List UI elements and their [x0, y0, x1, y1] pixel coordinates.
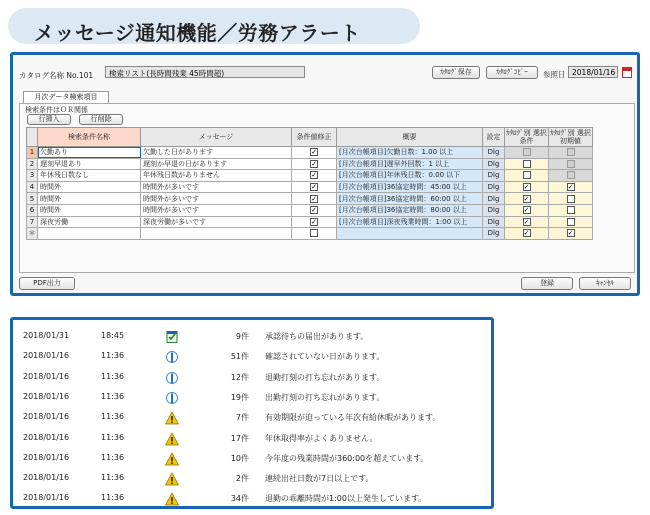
header-condition-name: 検索条件名称: [38, 128, 141, 147]
value-modify-checkbox[interactable]: ✓: [311, 183, 317, 192]
page-title-banner: [8, 8, 420, 44]
alert-row[interactable]: [13, 488, 491, 509]
alert-count: 10件: [230, 453, 249, 463]
catalog-label: カタログ名称 No.101: [19, 71, 94, 80]
catalog-condition-checkbox[interactable]: [523, 160, 531, 168]
alert-count: 7件: [235, 413, 249, 423]
catalog-condition-checkbox[interactable]: ✓: [523, 183, 530, 192]
alert-count: 2件: [235, 474, 249, 484]
row-number: 2: [27, 158, 38, 170]
table-row[interactable]: [27, 228, 593, 240]
catalog-condition-cell[interactable]: [505, 204, 549, 216]
ref-date-field[interactable]: 2018/01/16: [568, 66, 618, 78]
search-catalog-window: [10, 52, 640, 296]
alert-count: 12件: [230, 372, 249, 382]
alert-message: 連続出社日数が7日以上です。: [265, 474, 374, 484]
alert-row[interactable]: [13, 428, 491, 449]
value-modify-cell[interactable]: [292, 158, 337, 170]
value-modify-checkbox[interactable]: ✓: [311, 159, 317, 168]
catalog-condition-cell[interactable]: [505, 181, 549, 193]
table-row[interactable]: [27, 204, 593, 216]
alert-time: 11:36: [101, 452, 125, 462]
value-modify-cell[interactable]: [292, 216, 337, 228]
alert-date: 2018/01/16: [23, 452, 70, 462]
value-modify-checkbox[interactable]: ✓: [311, 194, 317, 203]
alert-time: 11:36: [101, 391, 125, 401]
catalog-initial-cell[interactable]: [549, 228, 593, 240]
alert-message: 退勤打刻の打ち忘れがあります。: [265, 372, 385, 382]
dialog-button[interactable]: Dlg: [483, 228, 505, 240]
overview-cell[interactable]: [月次台帳項目]36協定時間：60:00 以上: [337, 193, 483, 205]
info-icon: [165, 370, 179, 384]
catalog-condition-cell[interactable]: [505, 216, 549, 228]
catalog-condition-cell[interactable]: [505, 170, 549, 182]
dialog-button[interactable]: Dlg: [483, 216, 505, 228]
catalog-initial-cell[interactable]: [549, 216, 593, 228]
catalog-initial-cell[interactable]: [549, 193, 593, 205]
alert-date: 2018/01/16: [23, 493, 70, 503]
alert-row[interactable]: [13, 387, 491, 408]
dialog-button[interactable]: Dlg: [483, 181, 505, 193]
catalog-initial-cell[interactable]: [549, 170, 593, 182]
header-catalog-initial: ｶﾀﾛｸﾞ別 選択初期値: [550, 129, 591, 145]
catalog-initial-checkbox: [567, 148, 575, 156]
condition-name-cell[interactable]: 時間外: [38, 204, 141, 216]
catalog-condition-cell[interactable]: [505, 158, 549, 170]
value-modify-cell[interactable]: [292, 228, 337, 240]
value-modify-cell[interactable]: [292, 193, 337, 205]
catalog-condition-checkbox[interactable]: ✓: [523, 206, 530, 215]
alert-row[interactable]: [13, 326, 491, 347]
alert-count: 19件: [230, 392, 249, 402]
alert-time: 11:36: [101, 371, 125, 381]
catalog-condition-checkbox[interactable]: ✓: [523, 217, 530, 226]
value-modify-checkbox[interactable]: ✓: [311, 148, 317, 157]
alert-count: 17件: [230, 433, 249, 443]
header-overview: 概要: [337, 128, 483, 147]
register-button[interactable]: 登録: [521, 277, 573, 290]
row-number: 4: [27, 181, 38, 193]
alert-count: 51件: [230, 352, 249, 362]
value-modify-cell[interactable]: [292, 181, 337, 193]
alert-date: 2018/01/16: [23, 432, 70, 442]
header-message: メッセージ: [141, 128, 292, 147]
value-modify-checkbox[interactable]: [310, 229, 318, 237]
overview-cell[interactable]: [月次台帳項目]36協定時間：80:00 以上: [337, 204, 483, 216]
approval-icon: [165, 329, 179, 343]
alert-count: 34件: [230, 494, 249, 504]
catalog-save-button[interactable]: ｶﾀﾛｸﾞ保存: [432, 66, 480, 79]
condition-name-cell[interactable]: 時間外: [38, 181, 141, 193]
overview-cell[interactable]: [月次台帳項目]深夜残業時間：1:00 以上: [337, 216, 483, 228]
alert-row[interactable]: [13, 448, 491, 469]
warning-icon: [165, 451, 179, 465]
value-modify-checkbox[interactable]: ✓: [311, 217, 317, 226]
dialog-button[interactable]: Dlg: [483, 158, 505, 170]
alert-message: 今年度の残業時間が360:00を超えています。: [265, 453, 429, 463]
value-modify-cell[interactable]: [292, 170, 337, 182]
alert-message: 退勤の乖離時間が1:00以上発生しています。: [265, 494, 427, 504]
table-row[interactable]: [27, 181, 593, 193]
row-number: ＊: [28, 229, 36, 238]
alert-message: 有効期限が迫っている年次有給休暇があります。: [265, 413, 441, 423]
row-number: 7: [27, 216, 38, 228]
value-modify-checkbox[interactable]: ✓: [311, 206, 317, 215]
alert-list-window: [10, 317, 494, 509]
dialog-button[interactable]: Dlg: [483, 204, 505, 216]
warning-icon: [165, 431, 179, 445]
table-row[interactable]: [27, 216, 593, 228]
catalog-initial-checkbox[interactable]: ✓: [567, 183, 574, 192]
catalog-initial-checkbox[interactable]: [567, 206, 575, 214]
header-catalog-condition: ｶﾀﾛｸﾞ別 選択条件: [506, 129, 547, 145]
warning-icon: [165, 491, 179, 505]
alert-date: 2018/01/31: [23, 331, 70, 340]
alert-message: 確認されていない日があります。: [265, 352, 385, 362]
table-row[interactable]: [27, 147, 593, 159]
page-title: メッセージ通知機能／労務アラート: [34, 21, 361, 45]
catalog-condition-checkbox[interactable]: ✓: [523, 194, 530, 203]
alert-date: 2018/01/16: [23, 412, 70, 422]
tab-monthly-search-items[interactable]: 月次データ検索項目: [23, 91, 109, 103]
header-setting: 設定: [483, 128, 505, 147]
catalog-condition-checkbox[interactable]: ✓: [523, 229, 530, 238]
message-cell[interactable]: 時間外が多いです: [141, 204, 292, 216]
pdf-output-button[interactable]: PDF出力: [19, 277, 75, 290]
condition-name-cell[interactable]: 欠勤あり: [38, 147, 141, 159]
cancel-button[interactable]: ｷｬﾝｾﾙ: [579, 277, 631, 290]
dialog-button[interactable]: Dlg: [483, 170, 505, 182]
catalog-condition-cell[interactable]: [505, 228, 549, 240]
message-cell[interactable]: 遅刻か早退の日があります: [141, 158, 292, 170]
catalog-copy-button[interactable]: ｶﾀﾛｸﾞｺﾋﾟｰ: [486, 66, 538, 79]
catalog-initial-cell[interactable]: [549, 204, 593, 216]
catalog-initial-cell[interactable]: [549, 181, 593, 193]
table-row[interactable]: [27, 193, 593, 205]
catalog-initial-checkbox: [567, 171, 575, 179]
alert-time: 11:36: [101, 493, 125, 503]
overview-cell[interactable]: [月次台帳項目]36協定時間：45:00 以上: [337, 181, 483, 193]
alert-row[interactable]: [13, 346, 491, 367]
catalog-condition-cell[interactable]: [505, 147, 549, 159]
alert-message: 年休取得率がよくありません。: [265, 433, 378, 443]
overview-cell[interactable]: [月次台帳項目]年休残日数：0.00 以下: [337, 170, 483, 182]
table-row[interactable]: [27, 158, 593, 170]
catalog-initial-checkbox: [567, 160, 575, 168]
catalog-condition-cell[interactable]: [505, 193, 549, 205]
overview-cell[interactable]: [月次台帳項目]欠勤日数：1.00 以上: [337, 147, 483, 159]
value-modify-cell[interactable]: [292, 147, 337, 159]
overview-cell[interactable]: [月次台帳項目]遅早外回数：1 以上: [337, 158, 483, 170]
alert-date: 2018/01/16: [23, 473, 70, 483]
condition-name-cell[interactable]: 深夜労働: [38, 216, 141, 228]
catalog-initial-checkbox[interactable]: ✓: [567, 229, 574, 238]
message-cell[interactable]: 欠勤した日があります: [141, 147, 292, 159]
alert-row[interactable]: [13, 468, 491, 489]
catalog-initial-cell[interactable]: [549, 158, 593, 170]
condition-name-cell[interactable]: [38, 228, 141, 240]
value-modify-cell[interactable]: [292, 204, 337, 216]
alert-time: 11:36: [101, 473, 125, 483]
catalog-name-field[interactable]: 検索リスト(長時間残業 45時間超): [105, 66, 305, 78]
alert-message: 出勤打刻の打ち忘れがあります。: [265, 392, 385, 402]
table-row[interactable]: [27, 170, 593, 182]
alert-time: 11:36: [101, 432, 125, 442]
alert-row[interactable]: [13, 367, 491, 388]
row-delete-button[interactable]: 行削除: [79, 114, 123, 125]
message-cell[interactable]: 年休残日数がありません: [141, 170, 292, 182]
alert-date: 2018/01/16: [23, 391, 70, 401]
warning-icon: [165, 410, 179, 424]
row-number: 1: [27, 147, 38, 159]
header-row-number: [27, 128, 38, 147]
or-condition-note: 検索条件はＯＲ関係: [25, 106, 88, 114]
message-cell[interactable]: 時間外が多いです: [141, 193, 292, 205]
message-cell[interactable]: 時間外が多いです: [141, 181, 292, 193]
dialog-button[interactable]: Dlg: [483, 193, 505, 205]
message-cell[interactable]: [141, 228, 292, 240]
alert-time: 18:45: [101, 331, 125, 340]
ref-date-label: 参照日: [543, 70, 566, 79]
row-number: 5: [27, 193, 38, 205]
alert-date: 2018/01/16: [23, 371, 70, 381]
table-header-row: [27, 128, 593, 147]
condition-name-cell[interactable]: 時間外: [38, 193, 141, 205]
search-conditions-table: [26, 127, 593, 240]
calendar-icon[interactable]: [622, 67, 632, 78]
catalog-condition-checkbox[interactable]: [523, 171, 531, 179]
message-cell[interactable]: 深夜労働が多いです: [141, 216, 292, 228]
alert-date: 2018/01/16: [23, 351, 70, 361]
alert-time: 11:36: [101, 412, 125, 422]
info-icon: [165, 390, 179, 404]
alert-count: 9件: [235, 332, 249, 341]
catalog-initial-checkbox[interactable]: [567, 218, 575, 226]
warning-icon: [165, 471, 179, 485]
value-modify-checkbox[interactable]: ✓: [311, 171, 317, 180]
catalog-initial-cell[interactable]: [549, 147, 593, 159]
condition-name-cell[interactable]: 遅刻早退あり: [38, 158, 141, 170]
header-value-modify: 条件値修正: [292, 128, 337, 147]
overview-cell[interactable]: [337, 228, 483, 240]
dialog-button[interactable]: Dlg: [483, 147, 505, 159]
row-number: 3: [27, 170, 38, 182]
alert-message: 承認待ちの届出があります。: [265, 332, 369, 341]
row-insert-button[interactable]: 行挿入: [27, 114, 71, 125]
row-number: 6: [27, 204, 38, 216]
catalog-initial-checkbox[interactable]: [567, 195, 575, 203]
condition-name-cell[interactable]: 年休残日数なし: [38, 170, 141, 182]
info-icon: [165, 349, 179, 363]
alert-time: 11:36: [101, 351, 125, 361]
alert-row[interactable]: [13, 407, 491, 428]
catalog-condition-checkbox: [523, 148, 531, 156]
